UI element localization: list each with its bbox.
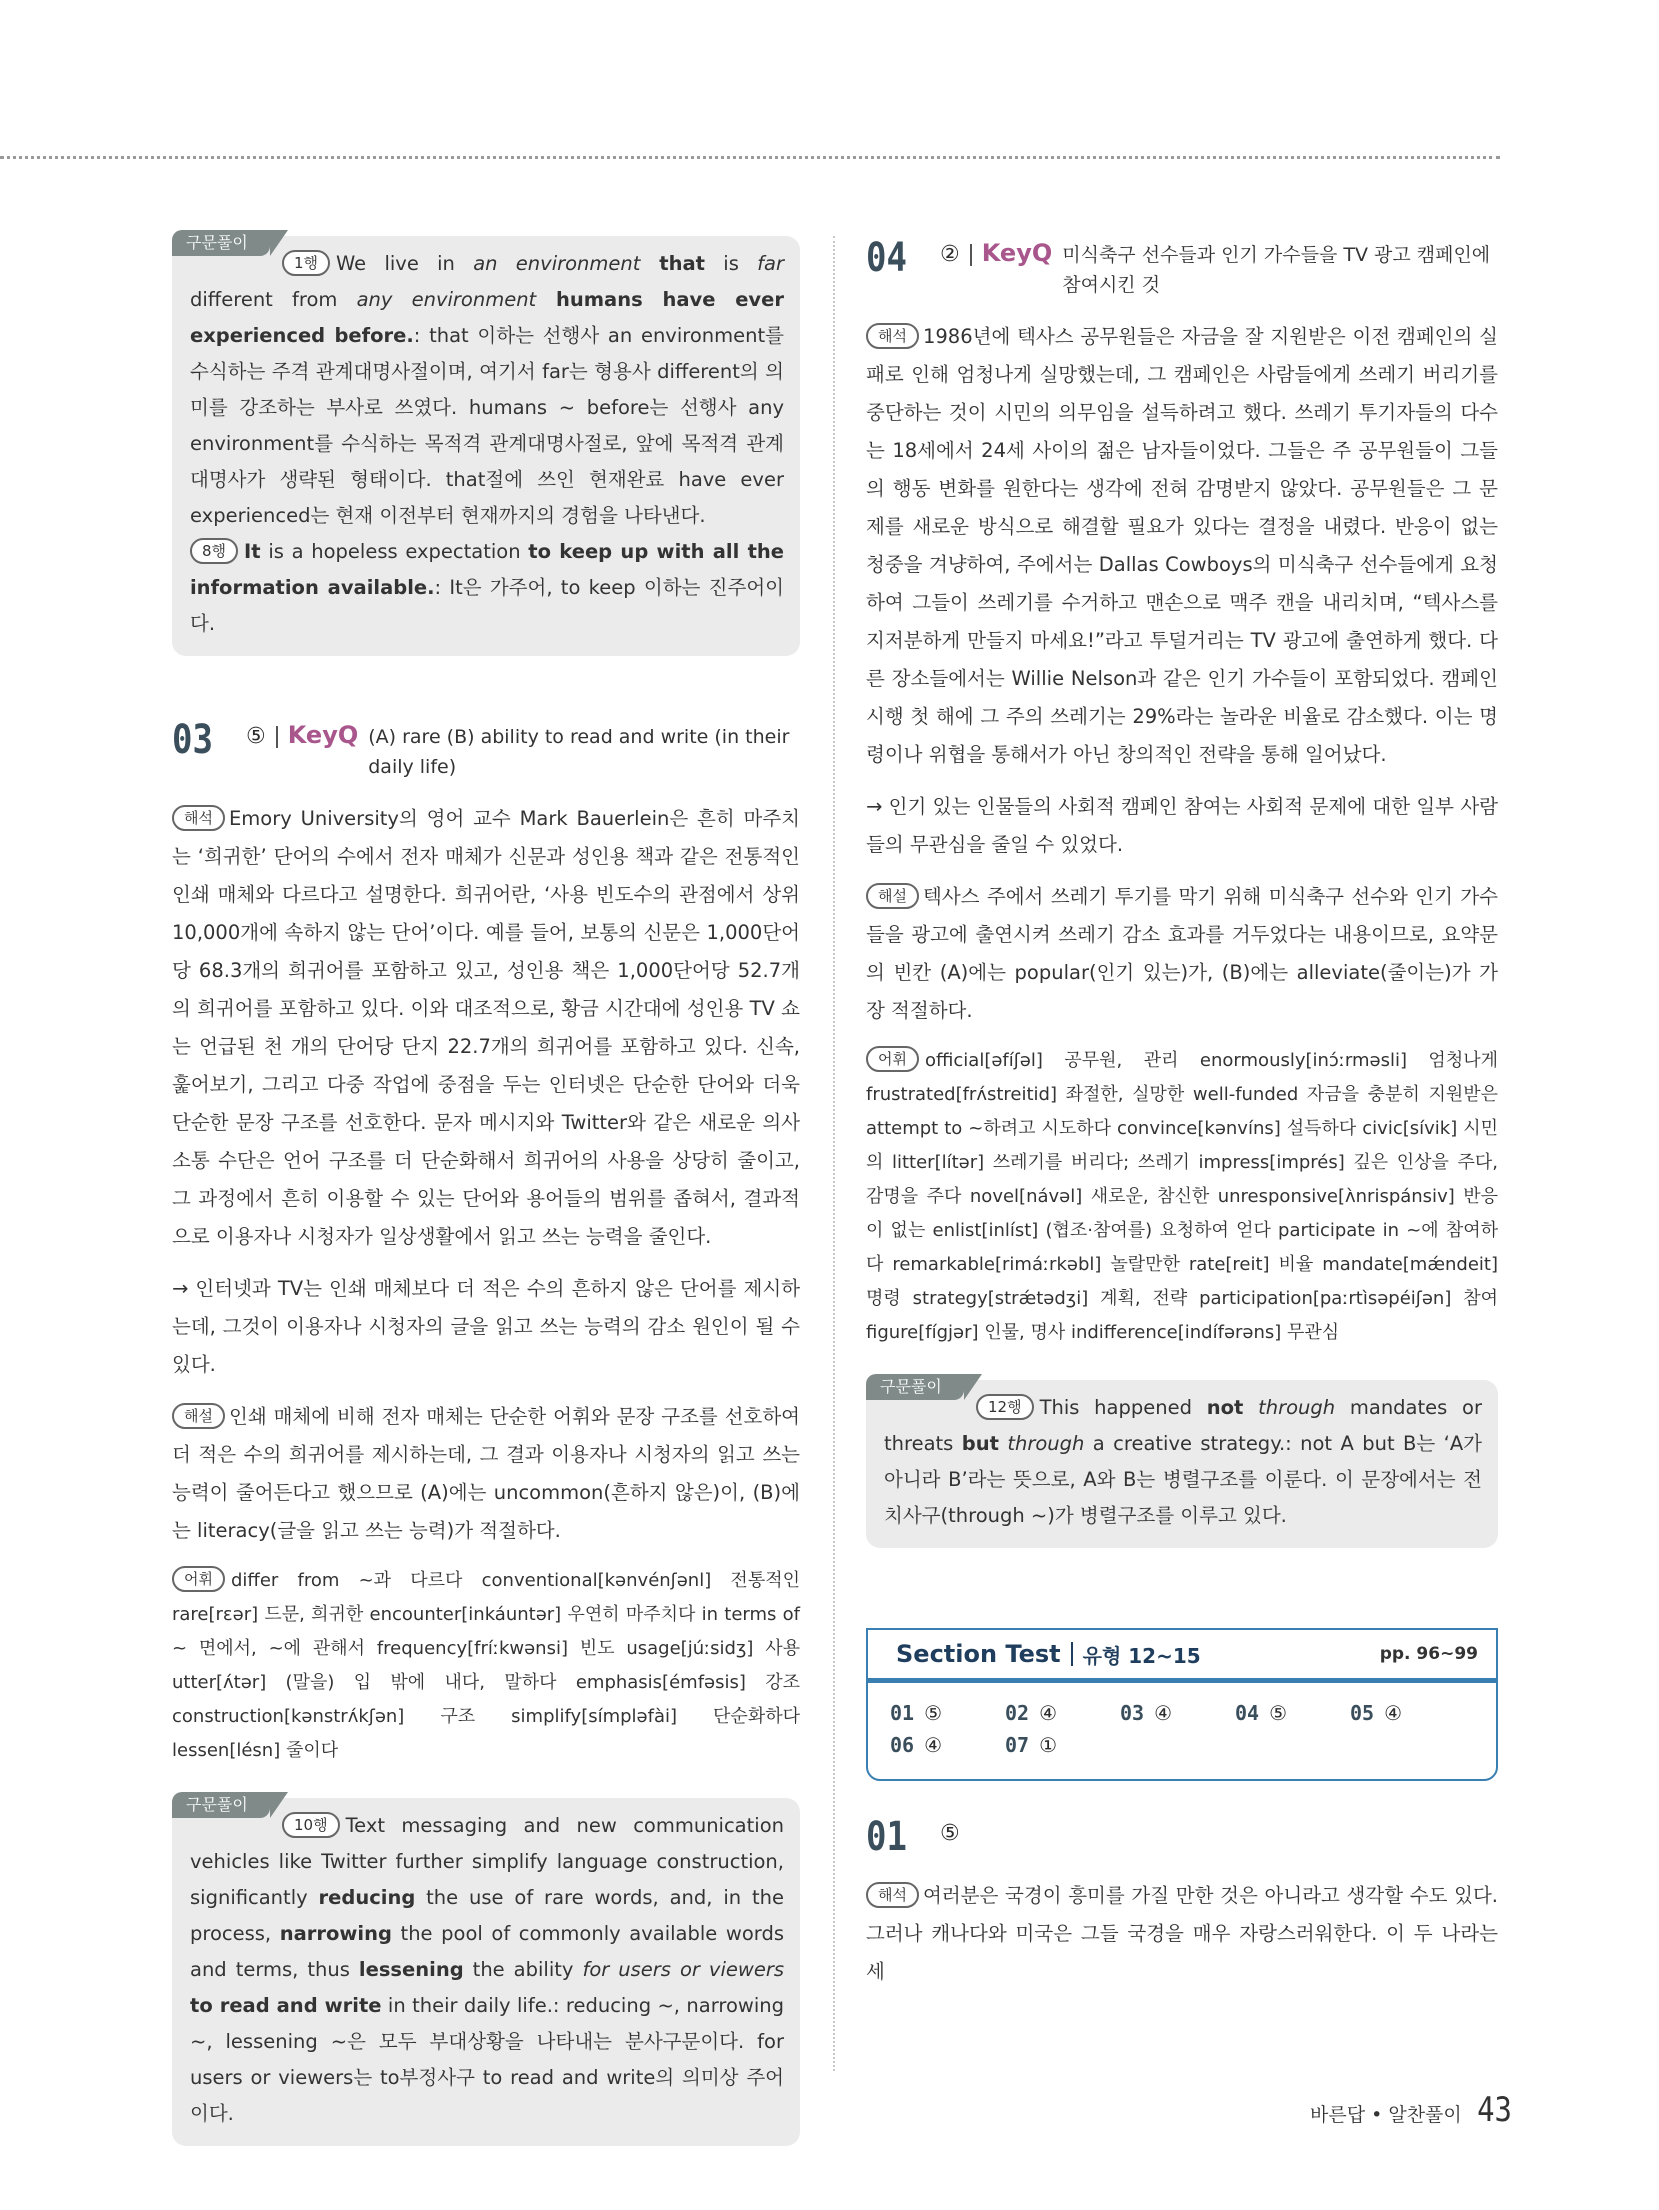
text-run: to read and write: [190, 1994, 382, 2017]
answer-row: [890, 1729, 1478, 1761]
explanation-text: 인쇄 매체에 비해 전자 매체는 단순한 어휘와 문장 구조를 선호하여 더 적은 수의 희귀어를 제시하는데, 그 결과 이용자나 시청자의 읽고 쓰는 능력이 줄어든다고 했으므로 (A)에는 uncommon(흔하지 않은)이, (B)에는 literacy(글을 읽고 쓰는 능력)가 적절하다.: [172, 1405, 800, 1542]
text-run: a creative strategy.: [1084, 1432, 1286, 1455]
text-run: that: [640, 252, 705, 275]
answer-choice: ④: [924, 1733, 943, 1757]
line-tag: 1행: [282, 250, 330, 276]
answer-choice: ④: [1384, 1701, 1403, 1725]
question-number: 01: [866, 1814, 907, 1860]
left-column: [172, 233, 800, 2206]
answer-number: 02: [1005, 1701, 1030, 1725]
footer-label: 바른답 • 알찬풀이: [1310, 2104, 1462, 2126]
text-run: an environment: [473, 252, 641, 275]
answer-cell: [890, 1697, 1005, 1729]
grammar-box-1: [172, 233, 800, 656]
answer-mark: ⑤: [940, 1821, 960, 1846]
keyq-label: KeyQ: [981, 239, 1053, 267]
line-tag: 8행: [190, 538, 238, 564]
section-test-pages: pp. 96~99: [1379, 1644, 1478, 1664]
vocabulary: [866, 1044, 1498, 1350]
text-run: the ability: [463, 1958, 583, 1981]
text-run: through: [1243, 1396, 1336, 1419]
text-run: lessening: [358, 1958, 464, 1981]
text-run: It: [244, 540, 261, 563]
text-run: far: [757, 252, 784, 275]
vocabulary-text: official[əfíʃəl] 공무원, 관리 enormously[inɔ́ːrməsli] 엄청나게 frustrated[frʌ́streitid] 좌절한, 실망한 well-funded 자금을 충분히 지원받은 attempt to ~하려고 시도하다 convince[kənvíns] 설득하다 civic[sívik] 시민의 litter[lítər] 쓰레기를 버리다; 쓰레기 impress[imprés] 깊은 인상을 주다, 감명을 주다 novel[návəl] 새로운, 참신한 unresponsive[ʌ̀nrispánsiv] 반응이 없는 enlist[inlíst] (협조·참여를) 요청하여 얻다 participate in ~에 참여하다 remarkable[rimáːrkəbl] 놀랄만한 rate[reit] 비율 mandate[mǽndeit] 명령 strategy[strǽtədʒi] 계획, 전략 participation[paːrtìsəpéiʃən] 참여 figure[fígjər] 인물, 명사 indifference[indífərəns] 무관심: [866, 1050, 1498, 1343]
text-run: is: [704, 252, 758, 275]
page-footer: [1310, 2090, 1515, 2130]
question-header: [866, 1815, 1498, 1859]
text-run: to keep up with all the information available.: [190, 540, 784, 599]
translation-tag: 해석: [866, 1882, 919, 1908]
answer-choice: ⑤: [924, 1701, 943, 1725]
answer-number: 06: [890, 1733, 915, 1757]
section-test-type: 유형 12~15: [1082, 1643, 1201, 1668]
text-run: This happened: [1039, 1396, 1207, 1419]
answer-row: [890, 1697, 1478, 1729]
explanation-tag: 해설: [172, 1403, 225, 1429]
answer-number: 01: [890, 1701, 915, 1725]
answer-cell: [1350, 1697, 1465, 1729]
answer-number: 05: [1350, 1701, 1375, 1725]
question-03: [172, 718, 800, 1768]
keyq-answer: (A) rare (B) ability to read and write (in their daily life): [368, 726, 790, 778]
divider: [970, 244, 972, 266]
answer-cell: [1120, 1697, 1235, 1729]
question-01: [866, 1815, 1498, 1991]
question-04: [866, 236, 1498, 1350]
explanation: [866, 878, 1498, 1030]
translation: [172, 800, 800, 1256]
grammar-box-2: [172, 1795, 800, 2146]
text-run: any environment: [356, 288, 537, 311]
translation-tag: 해석: [866, 323, 919, 349]
answer-cell: [1235, 1697, 1350, 1729]
section-test-panel: [866, 1628, 1498, 1781]
text-run: in their daily life.: [381, 1994, 553, 2017]
text-run: Text messaging and new communication vehicles like Twitter further simplify language construction, significantly: [190, 1814, 784, 1909]
keyq-label: KeyQ: [287, 721, 359, 749]
translation: [866, 1877, 1498, 1991]
translation-text: Emory University의 영어 교수 Mark Bauerlein은 흔히 마주치는 ‘희귀한’ 단어의 수에서 전자 매체가 신문과 성인용 책과 같은 전통적인 인쇄 매체와 다르다고 설명한다. 희귀어란, ‘사용 빈도수의 관점에서 상위 10,000개에 속하지 않는 단어’이다. 예를 들어, 보통의 신문은 1,000단어당 68.3개의 희귀어를 포함하고 있고, 성인용 책은 1,000단어당 52.7개의 희귀어를 포함하고 있다. 이와 대조적으로, 황금 시간대에 성인용 TV 쇼는 언급된 천 개의 단어당 단지 22.7개의 희귀어를 포함하고 있다. 신속, 훑어보기, 그리고 다중 작업에 중점을 두는 인터넷은 단순한 단어와 더욱 단순한 문장 구조를 선호한다. 문자 메시지와 Twitter와 같은 새로운 의사소통 수단은 언어 구조를 더 단순화해서 희귀어의 사용을 상당히 줄이고, 그 과정에서 흔히 이용할 수 있는 단어와 용어들의 범위를 좁혀서, 결과적으로 이용자나 시청자가 일상생활에서 읽고 쓰는 능력을 줄인다.: [172, 807, 800, 1248]
explanation-text: 텍사스 주에서 쓰레기 투기를 막기 위해 미식축구 선수와 인기 가수들을 광고에 출연시켜 쓰레기 감소 효과를 거두었다는 내용이므로, 요약문의 빈칸 (A)에는 popular(인기 있는)가, (B)에는 alleviate(줄이는)가 가장 적절하다.: [866, 885, 1498, 1022]
text-run: but: [961, 1432, 999, 1455]
answer-mark: ②: [940, 242, 960, 267]
answer-cell: [890, 1729, 1005, 1761]
divider: [276, 726, 278, 748]
vocabulary: [172, 1564, 800, 1768]
text-run: not: [1206, 1396, 1244, 1419]
question-number: 04: [866, 235, 907, 281]
explanation: [172, 1398, 800, 1550]
text-run: the pool of commonly available words and terms, thus: [190, 1922, 784, 1981]
grammar-box-3: [866, 1377, 1498, 1548]
answer-number: 03: [1120, 1701, 1145, 1725]
text-run: narrowing: [279, 1922, 392, 1945]
question-number: 03: [172, 717, 213, 763]
text-run: the use of rare words, and, in the process,: [190, 1886, 784, 1945]
right-column: [866, 236, 1498, 2005]
sentence: [190, 1814, 784, 2017]
answer-mark: ⑤: [246, 724, 266, 749]
summary: → 인기 있는 인물들의 사회적 캠페인 참여는 사회적 문제에 대한 일부 사람들의 무관심을 줄일 수 있었다.: [866, 795, 1498, 856]
text-run: for users or viewers: [582, 1958, 784, 1981]
answer-choice: ①: [1039, 1733, 1058, 1757]
question-header: [866, 236, 1498, 300]
explanation: : reducing ~, narrowing ~, lessening ~은 모두 부대상황을 나타내는 분사구문이다. for users or viewers는 to부정사구 to read and write의 의미상 주어이다.: [190, 1994, 785, 2125]
translation: [866, 318, 1498, 774]
summary: → 인터넷과 TV는 인쇄 매체보다 더 적은 수의 흔하지 않은 단어를 제시하는데, 그것이 이용자나 시청자의 글을 읽고 쓰는 능력의 감소 원인이 될 수 있다.: [172, 1277, 800, 1376]
answer-number: 04: [1235, 1701, 1260, 1725]
text-run: different from: [190, 288, 357, 311]
answer-choice: ④: [1154, 1701, 1173, 1725]
top-dotted-rule: [0, 156, 1500, 159]
answer-choice: ⑤: [1269, 1701, 1288, 1725]
translation-text: 여러분은 국경이 흥미를 가질 만한 것은 아니라고 생각할 수도 있다. 그러나 캐나다와 미국은 그들 국경을 매우 자랑스러워한다. 이 두 나라는 세: [866, 1884, 1498, 1983]
question-header: [172, 718, 800, 782]
explanation: : not A but B는 ‘A가 아니라 B’라는 뜻으로, A와 B는 병렬구조를 이룬다. 이 문장에서는 전치사구(through ~)가 병렬구조를 이루고 있다.: [884, 1432, 1482, 1527]
grammar-tab: 구문풀이: [172, 1792, 270, 1818]
line-tag: 10행: [282, 1812, 340, 1838]
line-tag: 12행: [976, 1394, 1034, 1420]
section-test-header: [868, 1630, 1496, 1683]
text-run: is a hopeless expectation: [260, 540, 529, 563]
text-run: humans have ever experienced before.: [190, 288, 784, 347]
text-run: reducing: [318, 1886, 416, 1909]
explanation: : It은 가주어, to keep 이하는 진주어이다.: [190, 576, 784, 635]
vocabulary-text: differ from ~과 다르다 conventional[kənvénʃənl] 전통적인 rare[rɛər] 드문, 희귀한 encounter[inkáuntər] 우연히 마주치다 in terms of ~ 면에서, ~에 관해서 frequency[fríːkwənsi] 빈도 usage[júːsidʒ] 사용 utter[ʌ́tər] (말을) 입 밖에 내다, 말하다 emphasis[émfəsis] 강조 construction[kənstrʌ́kʃən] 구조 simplify[símpləfài] 단순화하다 lessen[lésn] 줄이다: [172, 1570, 800, 1761]
keyq-answer: 미식축구 선수들과 인기 가수들을 TV 광고 캠페인에 참여시킨 것: [1062, 244, 1491, 296]
vocabulary-tag: 어휘: [172, 1566, 225, 1592]
vocabulary-tag: 어휘: [866, 1046, 919, 1072]
translation-tag: 해석: [172, 805, 225, 831]
page-number: 43: [1476, 2090, 1512, 2130]
answer-choice: ④: [1039, 1701, 1058, 1725]
grammar-tab: 구문풀이: [172, 230, 270, 256]
text-run: mandates or threats: [884, 1396, 1482, 1455]
explanation: : that 이하는 선행사 an environment를 수식하는 주격 관계대명사절이며, 여기서 far는 형용사 different의 의미를 강조하는 부사로 쓰였다. humans ~ before는 선행사 any environment를 수식하는 목적격 관계대명사절로, 앞에 목적격 관계대명사가 생략된 형태이다. that절에 쓰인 현재완료 have ever experienced는 현재 이전부터 현재까지의 경험을 나타낸다.: [190, 324, 784, 527]
grammar-tab: 구문풀이: [866, 1374, 964, 1400]
divider: [1071, 1642, 1073, 1666]
section-test-title: Section Test: [896, 1640, 1061, 1668]
text-run: through: [998, 1432, 1085, 1455]
text-run: We live in: [336, 252, 474, 275]
section-test-answers: [868, 1683, 1496, 1779]
translation-text: 1986년에 텍사스 공무원들은 자금을 잘 지원받은 이전 캠페인의 실패로 인해 엄청나게 실망했는데, 그 캠페인은 사람들에게 쓰레기 버리기를 중단하는 것이 시민의 의무임을 설득하려고 했다. 쓰레기 투기자들의 다수는 18세에서 24세 사이의 젊은 남자들이었다. 그들은 주 공무원들이 그들의 행동 변화를 원한다는 생각에 전혀 감명받지 않았다. 공무원들은 그 문제를 새로운 방식으로 해결할 필요가 있다는 결정을 내렸다. 반응이 없는 청중을 겨냥하여, 주에서는 Dallas Cowboys의 미식축구 선수들에게 요청하여 그들이 쓰레기를 수거하고 맨손으로 맥주 캔을 내리치며, “텍사스를 지저분하게 만들지 마세요!”라고 투덜거리는 TV 광고에 출연하게 했다. 다른 장소들에서는 Willie Nelson과 같은 인기 가수들이 포함되었다. 캠페인 시행 첫 해에 그 주의 쓰레기는 29%라는 놀라운 비율로 감소했다. 이는 명령이나 위협을 통해서가 아닌 창의적인 전략을 통해 일어났다.: [866, 325, 1498, 766]
answer-cell: [1005, 1697, 1120, 1729]
answer-number: 07: [1005, 1733, 1030, 1757]
explanation-tag: 해설: [866, 883, 919, 909]
answer-cell: [1005, 1729, 1120, 1761]
column-separator: [833, 236, 835, 2071]
